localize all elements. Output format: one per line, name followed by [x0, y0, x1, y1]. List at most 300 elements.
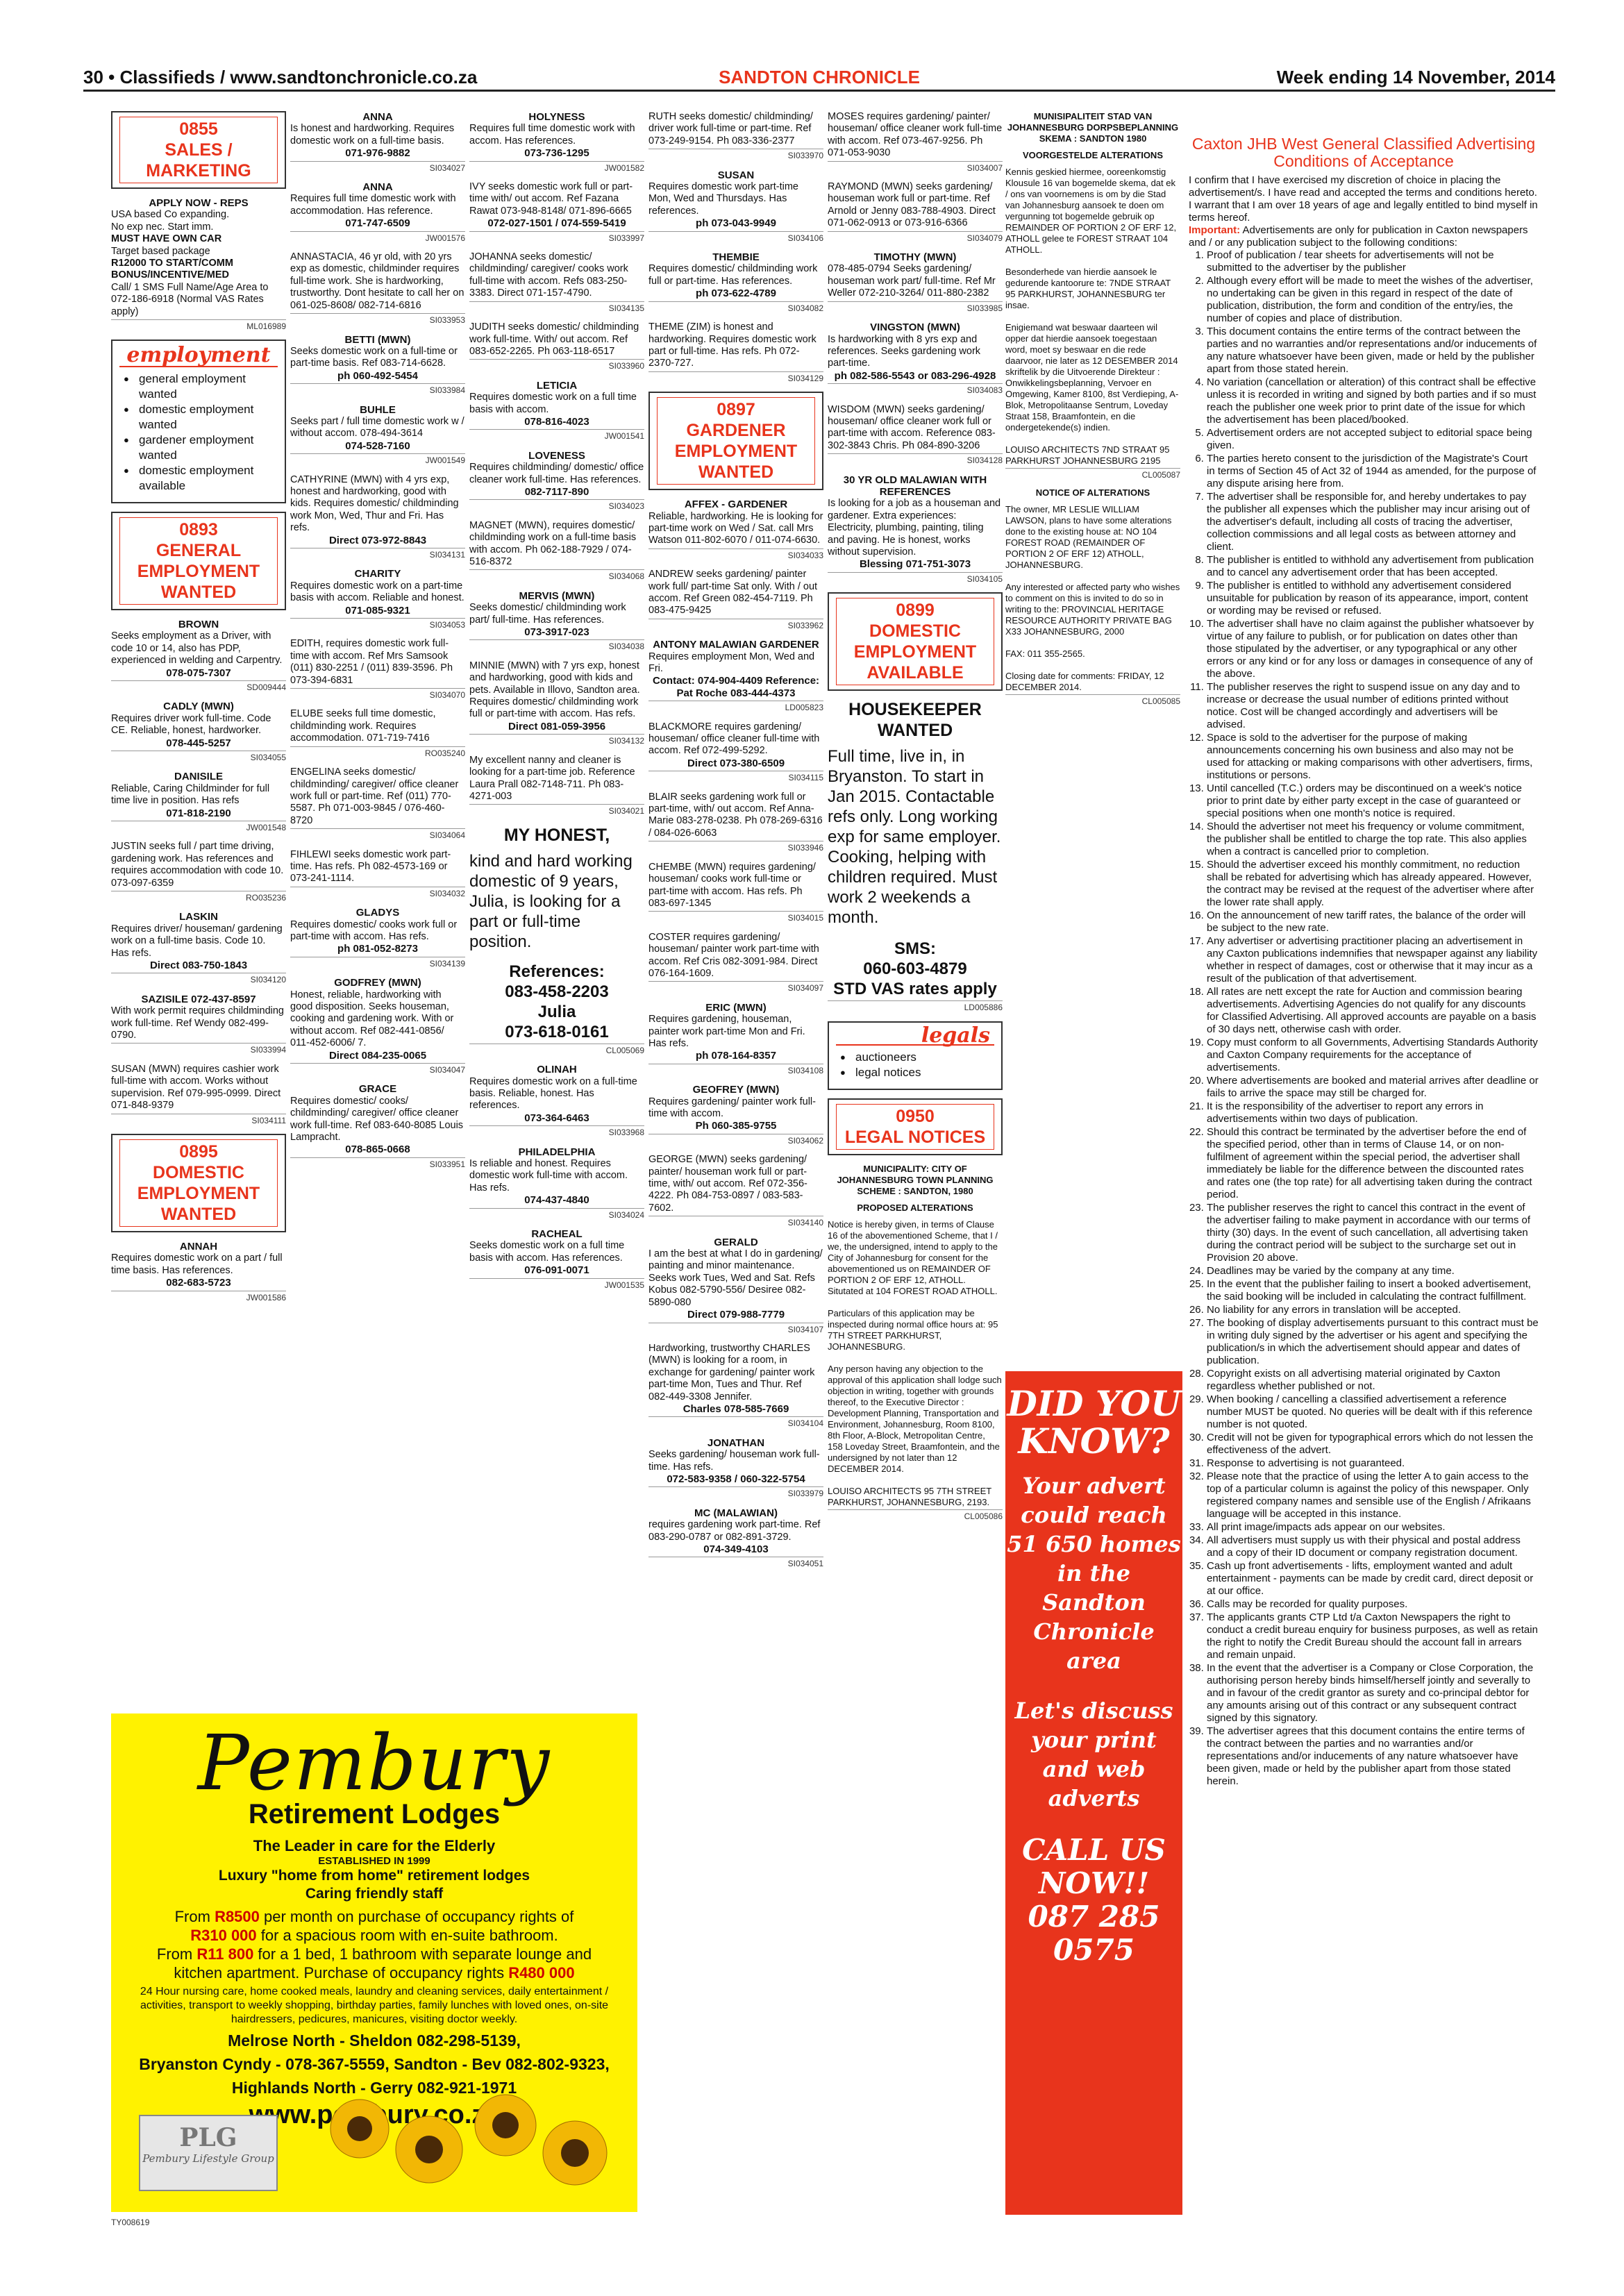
ad-text: EDITH, requires domestic work full-time with accom. Ref Mrs Samsook (011) 830-2251 / (011) 839-3596. Ph 073-394-6831	[290, 638, 453, 686]
ad-code: SI034105	[828, 572, 1003, 585]
ad-code: SI034007	[828, 161, 1003, 174]
ad-title: SAZISILE 072-437-8597	[141, 993, 256, 1005]
ad-code: SI034139	[290, 957, 465, 970]
ad-text: Reliable, hardworking. He is looking for part-time work on Wed / Sat. call Mrs Watson 011-802-6070 / 011-074-6630.	[648, 510, 823, 546]
ad-phone: 071-747-6509	[345, 217, 410, 230]
classified-ad	[648, 639, 823, 714]
classified-ad	[290, 251, 465, 326]
ad-text: Requires domestic work on a part / full time basis. Has references.	[111, 1252, 283, 1276]
column-6	[1005, 111, 1180, 714]
condition-item: 3. This document contains the entire terms of the contract between the parties and no warranties and/or representations and/or inducements of any nature whatsoever have been given, made or held by the publisher apart from those stated herein.	[1207, 326, 1539, 376]
ad-code: SI033997	[469, 231, 644, 244]
column-2	[290, 111, 465, 1178]
classified-ad	[290, 334, 465, 397]
condition-item: 23. The publisher reserves the right to cancel this contract in the event of the advertiser failing to make payment in accordance with our terms of thirty (30) days. In the event of such cancellation, all advertising taken during the contract period will be subject to the surcharge set out in Provision 20 above.	[1207, 1202, 1539, 1264]
ad-code: SI033984	[290, 383, 465, 396]
ad-text: WISDOM (MWN) seeks gardening/ houseman/ office cleaner work full or part-time with accom. Reference 083-302-3843 Chris. Ph 084-890-3206	[828, 403, 996, 451]
condition-item: 38. In the event that the advertiser is a Company or Close Corporation, the authorising person hereby binds himself/herself jointly and severally to and in favour of the credit grantor as surety and co-principal debtor for any amounts arising out of this contract or any subsequent contract signed by this signatory.	[1207, 1662, 1539, 1725]
ad-code: SI034015	[648, 911, 823, 924]
issue-date: Week ending 14 November, 2014	[1276, 67, 1555, 87]
condition-item: 22. Should this contract be terminated by the advertiser before the end of the specified period, other than in terms of Clause 14, or on non-fulfilment of agreement within the special period, the advertiser shall immediately be liable for the difference between the discounted rates and rates one (the top rate) for all advertising taken during the contract period.	[1207, 1126, 1539, 1201]
column-1	[111, 111, 286, 1311]
ad-title: SUSAN	[717, 169, 755, 181]
ad-text: Hardworking, trustworthy CHARLES (MWN) is looking for a room, in exchange for gardening/ painter work part-time Mon, Tues and Thur. Ref 082-449-3308 Jennifer.	[648, 1342, 815, 1402]
classified-ad	[648, 1237, 823, 1336]
ad-phone: 082-683-5723	[166, 1277, 231, 1289]
page-number-site: 30 • Classifieds / www.sandtonchronicle.co.za	[83, 67, 478, 87]
classified-ad	[828, 111, 1003, 174]
ad-code: SI034027	[290, 161, 465, 174]
ad-text: Seeks gardening/ houseman work full-time. Has refs.	[648, 1449, 820, 1473]
ad-code: SI034032	[290, 887, 465, 900]
ad-title: VINGSTON (MWN)	[870, 321, 960, 334]
pembury-logo: Pembury	[197, 1718, 551, 1807]
ad-text: I am the best at what I do in gardening/ painting and minor maintenance. Seeks work Tues, Wed and Sat. Refs Kobus 082-5790-556/ Desiree 082-5890-080	[648, 1248, 823, 1308]
ad-text: Requires domestic/ cooks work full or part-time with accom. Has refs.	[290, 919, 458, 942]
classified-ad	[290, 568, 465, 631]
classified-ad	[290, 977, 465, 1076]
ad-phone: 074-437-4840	[524, 1194, 589, 1207]
ad-my-honest: MY HONEST, kind and hard working domestic of 9 years, Julia, is looking for a part or full-time position. References: 083-458-2203 Julia 073-618-0161 CL005069	[469, 825, 644, 1057]
legal-notice-english: MUNICIPALITY: CITY OF JOHANNESBURG TOWN PLANNING SCHEME : SANDTON, 1980 PROPOSED ALTERATIONS Notice is hereby given, in terms of Clause 16 of the abovementioned Scheme, that I / we, the undersigned, intend to apply to the City of Johannesburg for consent for the abovementioned us on REMAINDER OF PORTION 2 OF ERF 12, ATHOLL. Situtated at 104 FOREST ROAD ATHOLL. Particulars of this application may be inspected during normal office hours at: 95 7TH STREET PARKHURST, JOHANNESBURG. Any person having any objection to the approval of this application shall lodge such objection in writing, together with grounds thereof, to the Executive Director : Development Planning, Transportation and Environment, Johannesburg, Room 8100, 8th Floor, A-Block, Metropolitan Centre, 158 Loveday Street, Braamfontein, and the undersigned by not later than 12 DECEMBER 2014. LOUISO ARCHITECTS 95 7TH STREET PARKHURST, JOHANNESBURG, 2193. CL005086	[828, 1164, 1003, 1522]
ad-title: HOLYNESS	[528, 111, 585, 123]
condition-item: 20. Where advertisements are booked and material arrives after deadline or fails to arrive the space may still be charged for.	[1207, 1075, 1539, 1100]
ad-text: Seeks domestic work on a full time basis with accom. Has references.	[469, 1240, 625, 1264]
ad-phone: 073-3917-023	[524, 626, 589, 639]
condition-item: 31. Response to advertising is not guaranteed.	[1207, 1457, 1539, 1470]
ad-title: RACHEAL	[531, 1228, 583, 1240]
classified-ad	[290, 708, 465, 760]
ad-text: Requires domestic/ childminding work full or part-time. Has references.	[648, 263, 818, 287]
ad-code: JW001549	[290, 453, 465, 467]
ad-phone: Direct 079-988-7779	[687, 1309, 785, 1321]
ad-code: SI034083	[828, 383, 1003, 396]
condition-item: 8. The publisher is entitled to withhold any advertisement from publication and to cancel any advertisement order that has been accepted.	[1207, 554, 1539, 579]
classified-ad	[290, 181, 465, 244]
sunflower-image	[318, 2080, 617, 2198]
ad-text: Requires full time domestic work with accom. Has references.	[469, 123, 635, 146]
category-domestic-wanted: 0895 DOMESTIC EMPLOYMENT WANTED	[111, 1134, 286, 1232]
condition-item: 25. In the event that the publisher failing to insert a booked advertisement, the said booking will be included in calculating the contract fulfillment.	[1207, 1278, 1539, 1303]
ad-title: ERIC (MWN)	[705, 1001, 767, 1014]
ad-phone: ph 073-043-9949	[696, 217, 776, 230]
ad-code: SI034082	[648, 301, 823, 315]
ad-code: SI034023	[469, 499, 644, 512]
ad-code: SI033994	[111, 1043, 286, 1056]
ad-title: ANTONY MALAWIAN GARDENER	[653, 639, 819, 651]
ad-text: BLAIR seeks gardening work full or part-time, with/ out accom. Ref Anna-Marie 083-278-0238. Ph 078-269-6316 / 084-026-6063	[648, 791, 823, 839]
ad-title: OLINAH	[537, 1064, 577, 1076]
ad-phone: Blessing 071-751-3073	[859, 558, 971, 571]
ad-phone: ph 081-052-8273	[337, 943, 418, 955]
ad-code: SI034068	[469, 569, 644, 583]
classified-ad	[828, 321, 1003, 396]
ad-text: JOHANNA seeks domestic/ childminding/ caregiver/ cooks work full-time with accom. Refs 083-250-3383. Direct 071-157-4790.	[469, 251, 628, 299]
condition-item: 30. Credit will not be given for typographical errors which do not lessen the effectiveness of the advert.	[1207, 1432, 1539, 1457]
ad-code: SI034131	[290, 548, 465, 561]
ad-phone: Charles 078-585-7669	[683, 1402, 789, 1415]
ads-list	[828, 111, 1003, 585]
condition-item: 26. No liability for any errors in translation will be accepted.	[1207, 1304, 1539, 1316]
classified-ad	[111, 701, 286, 764]
column-3	[469, 111, 644, 1298]
ad-code: SI034062	[648, 1134, 823, 1147]
condition-item: 18. All rates are nett except the rate for Auction and commission bearing advertisements. Advertising Agencies do not qualify for any discounts for Classified Advertising. All approved accounts are payable on a basis of 30 days nett, otherwise cash with order.	[1207, 986, 1539, 1036]
ad-text: Is honest and hardworking. Requires domestic work on a full-time basis.	[290, 123, 455, 146]
ads-list	[469, 111, 644, 818]
classified-ad	[111, 911, 286, 986]
ad-text: MOSES requires gardening/ painter/ houseman/ office cleaner work full-time with accom. Ref 073-467-9256. Ph 071-053-9030	[828, 111, 1003, 159]
category-legal-notices: 0950 LEGAL NOTICES	[828, 1098, 1003, 1155]
ad-code: JW001582	[469, 161, 644, 174]
classified-ad	[648, 169, 823, 244]
classified-ad	[648, 791, 823, 855]
column-5	[828, 111, 1003, 1529]
conditions-of-acceptance: Caxton JHB West General Classified Advertising Conditions of Acceptance I confirm that I have exercised my discretion of choice in placing the advertisement/s. I have read and accepted the terms and conditions hereto. I warrant that I am over 18 years of age and legally entitled to bind myself in terms hereof. Important: Advertisements are only for publication in Caxton newspapers and / or any publication subject to the following conditions: 1. Proof of publication / tear sheets for advertisements will not be submitted to the advertiser by the publisher 2. Although every effort will be made to meet the wishes of the advertiser, no undertaking can be given in this regard in respect of the date of publication, distribution, the form and condition of the entry/ies, the number of copies and place of distribution. 3. This document contains the entire terms of the contract between the parties and no warranties and/or representations and/or inducements of any nature whatsoever have been given, made or held by the publisher apart from those stated herein. 4. No variation (cancellation or alteration) of this contract shall be effective unless it is recorded in writing and signed by both parties and if so must reach the publisher one week prior to print date of the issue for which the advertisement has been placed/booked. 5. Advertisement orders are not accepted subject to editorial space being given. 6. The parties hereto consent to the jurisdiction of the Magistrate's Court in terms of Section 45 of Act 32 of 1944 as amended, for the purpose of any dispute arising here from. 7. The advertiser shall be responsible for, and hereby undertakes to pay the publisher all expenses which the publisher may incur arising out of the advertiser's default, including all costs of tracing the advertiser, collection commissions and all legal costs as between attorney and client. 8. The publisher is entitled to withhold any advertisement from publication and to cancel any advertisement order that has been accepted. 9. The publisher is entitled to withhold any advertisement considered unsuitable for publication by reason of its appearance, import, content or wording may be revised or refused. 10. The advertiser shall have no claim against the publisher whatsoever by virtue of any failure to publish, or for publication on dates other than those stipulated by the advertiser, or any typographical or any other errors or any kind or for any loss or damages in consequence of any of the above. 11. The publisher reserves the right to suspend issue on any day and to increase or decrease the usual number of editions printed without notice. Cost will be changed accordingly and advertisers will be advised. 12. Space is sold to the advertiser for the purpose of making announcements concerning his own business and also may not be used for attacking or making comparisons with other advertisers, firms, institutions or persons. 13. Until cancelled (T.C.) orders may be discontinued on a week's notice prior to print date by either party except in the case of guaranteed or special positions when one month's notice is required. 14. Should the advertiser not meet his frequency or volume commitment, the publisher shall be entitled to charge the top rate. This also applies when a contract is cancelled prior to completion. 15. Should the advertiser exceed his monthly commitment, no reduction shall be rebated for advertising which has already appeared. However, the contract may be revised at the request of the advertiser where after the lower rate shall apply. 16. On the announcement of new tariff rates, the balance of the order will be subject to the new rate. 17. Any advertiser or advertising practitioner placing an advertisement in any Caxton publications indemnifies that newspaper against any liability whether in respect of damages, cost or otherwise that it may incur as a result of the publication of that advertisement. 18. All rates are nett except the rate for Auction and commission bearing advertisements. Advertising Agencies do not qualify for any discounts for Classified Advertising. All approved accounts are payable on a basis of 30 days nett, otherwise cash with order. 19. Copy must conform to all Governments, Advertising Standards Authority and Caxton Company requirements for the acceptance of advertisements. 20. Where advertisements are booked and material arrives after deadline or fails to arrive the space may still be charged for. 21. It is the responsibility of the advertiser to report any errors in advertisements within two days of publication. 22. Should this contract be terminated by the advertiser before the end of the specified period, other than in terms of Clause 14, or on non-fulfilment of agreement within the special period, the advertiser shall immediately be liable for the difference between the discounted rates and rates one (the top rate) for all advertising taken during the contract period. 23. The publisher reserves the right to cancel this contract in the event of the advertiser failing to make payment in accordance with our terms of thirty (30) days. In the event of such cancellation, all advertising taken during the contract period will be subject to the surcharge set out in Provision 20 above. 24. Deadlines may be varied by the company at any time. 25. In the event that the publisher failing to insert a booked advertisement, the said booking will be included in calculating the contract fulfillment. 26. No liability for any errors in translation will be accepted. 27. The booking of display advertisements pursuant to this contract must be in writing duly signed by the advertiser or his agent and specifying the publication/s in which the advertisement should appear and dates of publication. 28. Copyright exists on all advertising material originated by Caxton regardless whether published or not. 29. When booking / cancelling a classified advertisement a reference number MUST be quoted. No queries will be dealt with if this reference number is not quoted. 30. Credit will not be given for typographical errors which do not lessen the effectiveness of the advert. 31. Response to advertising is not guaranteed. 32. Please note that the practice of using the letter A to gain access to the top of a particular column is against the policy of this newspaper. Only registered company names and sensible use of the English / Afrikaans language will be accepted in this instance. 33. All print image/impacts ads appear on our websites. 34. All advertisers must supply us with their physical and postal address and a copy of their ID document or company registration document. 35. Cash up front advertisements - lifts, employment wanted and adult entertainment - payments can be made by credit card, direct deposit or at our office. 36. Calls may be recorded for quality purposes. 37. The applicants grants CTP Ltd t/a Caxton Newspapers the right to conduct a credit bureau enquiry for business purposes, as well as retain the right to notify the Credit Bureau should the account fall in arrears and remain unpaid. 38. In the event that the advertiser is a Company or Close Corporation, the authorising person hereby binds himself/herself jointly and severally to and in favour of the credit grantor as surety and co-principal debtor for any amounts arising out of this contract or any subsequent contract signed by this signatory. 39. The advertiser agrees that this document contains the entire terms of the contract between the parties and no warranties and/or representations and/or inducements of any nature whatsoever have been given, made or held by the publisher apart from those stated herein.	[1189, 135, 1539, 1788]
list-item[interactable]: ● auctioneers	[837, 1050, 993, 1065]
condition-item: 35. Cash up front advertisements - lifts, employment wanted and adult entertainment - payments can be made by credit card, direct deposit or at our office.	[1207, 1560, 1539, 1598]
ad-code: SI033951	[290, 1157, 465, 1171]
ad-code: SI033985	[828, 301, 1003, 315]
classified-ad	[469, 1064, 644, 1139]
ad-text: THEME (ZIM) is honest and hardworking. Requires domestic work part or full-time. Has refs. Ph 072-2370-727.	[648, 321, 817, 369]
ad-code: SI034135	[469, 301, 644, 315]
classified-ad	[648, 111, 823, 162]
classified-ad	[290, 766, 465, 841]
ad-code: SI034064	[290, 828, 465, 841]
classified-ad	[648, 1154, 823, 1229]
condition-item: 37. The applicants grants CTP Ltd t/a Caxton Newspapers the right to conduct a credit bureau enquiry for business purposes, as well as retain the right to notify the Credit Bureau should the account fall in arrears and remain unpaid.	[1207, 1611, 1539, 1661]
ad-text: RAYMOND (MWN) seeks gardening/ houseman work full or part-time. Ref Arnold or Jenny 083-788-4903. Direct 071-062-0913 or 073-916-6366	[828, 181, 996, 229]
ad-text: Requires gardening, houseman, painter work part-time Mon and Fri. Has refs.	[648, 1014, 805, 1049]
classified-ad	[290, 404, 465, 467]
page-header	[83, 67, 1555, 92]
classified-ad	[290, 638, 465, 701]
ad-phone: 073-364-6463	[524, 1112, 589, 1124]
condition-item: 32. Please note that the practice of using the letter A to gain access to the top of a particular column is against the policy of this newspaper. Only registered company names and sensible use of the English / Afrikaans language will be accepted in this instance.	[1207, 1470, 1539, 1520]
classified-ad	[828, 181, 1003, 244]
plg-logo: PLG Pembury Lifestyle Group	[139, 2115, 278, 2191]
ad-code: SI034111	[111, 1114, 286, 1127]
classified-ad	[648, 1437, 823, 1500]
ad-title: 30 YR OLD MALAWIAN WITH REFERENCES	[843, 474, 987, 498]
ads-list	[469, 1064, 644, 1291]
classified-ad	[648, 932, 823, 995]
ad-phone: Ph 060-385-9755	[695, 1120, 777, 1132]
condition-item: 17. Any advertiser or advertising practitioner placing an advertisement in any Caxton publications indemnifies that newspaper against any liability whether in respect of damages, cost or otherwise that it may incur as a result of the publication of that advertisement.	[1207, 935, 1539, 985]
ad-text: Honest, reliable, hardworking with good disposition. Seeks houseman, cooking and gardening work. With or without accom. Ref 082-441-0856/ 011-452-6006/ 7.	[290, 989, 454, 1049]
ad-code: JW001548	[111, 821, 286, 834]
ad-code: SI034038	[469, 639, 644, 653]
ad-phone: 072-583-9358 / 060-322-5754	[667, 1473, 805, 1485]
ad-phone: Contact: 074-904-4409 Reference: Pat Roche 083-444-4373	[652, 675, 820, 699]
category-sales	[111, 111, 286, 189]
employment-heading: employment	[119, 345, 278, 367]
classified-ad	[648, 569, 823, 632]
ad-phone: 071-085-9321	[345, 604, 410, 617]
ad-code: SI034140	[648, 1216, 823, 1229]
classified-ad	[648, 498, 823, 562]
condition-item: 27. The booking of display advertisements pursuant to this contract must be in writing duly signed by the advertiser or his agent and specifying the publication/s in which the advertisement should appear and dates of publication.	[1207, 1317, 1539, 1367]
condition-item: 10. The advertiser shall have no claim against the publisher whatsoever by virtue of any failure to publish, or for publication on dates other than those stipulated by the advertiser, or any typographical or any other errors or any kind or for any loss or damages in consequence of any of the above.	[1207, 618, 1539, 680]
condition-item: 33. All print image/impacts ads appear on our websites.	[1207, 1521, 1539, 1534]
ad-code: SI034079	[828, 231, 1003, 244]
list-item[interactable]: ● general employment wanted	[121, 371, 276, 402]
ad-phone: 072-027-1501 / 074-559-5419	[487, 217, 626, 230]
ad-text: COSTER requires gardening/ houseman/ painter work part-time with accom. Ref Cris 082-3091-984. Direct 076-164-1609.	[648, 931, 819, 979]
ad-code: SI034047	[290, 1063, 465, 1076]
ad-text: requires gardening work part-time. Ref 083-290-0787 or 082-891-3729.	[648, 1519, 821, 1543]
ad-apply-now-reps: APPLY NOW - REPS USA based Co expanding. No exp nec. Start imm. MUST HAVE OWN CAR Target based package R12000 TO START/COMM BONUS/INCENTIVE/MED Call/ 1 SMS Full Name/Age Area to 072-186-6918 (Normal VAS Rates apply) ML016989	[111, 197, 286, 333]
ad-text: ENGELINA seeks domestic/ childminding/ caregiver/ office cleaner work full or part-time. Ref (011) 770-5587. Ph 071-003-9845 / 076-460-8720	[290, 766, 459, 826]
ad-title: THEMBIE	[712, 251, 760, 264]
ad-title: GLADYS	[355, 907, 400, 919]
classified-ad	[828, 474, 1003, 586]
condition-item: 36. Calls may be recorded for quality purposes.	[1207, 1598, 1539, 1611]
ad-code: JW001541	[469, 429, 644, 442]
ad-title: LETICIA	[536, 379, 578, 392]
employment-list	[119, 367, 278, 498]
ad-text: CATHYRINE (MWN) with 4 yrs exp, honest and hardworking, good with kids. Requires domestic/ childminding work Mon, Wed, Thur and Fri. Has refs.	[290, 474, 459, 534]
classified-ad	[111, 1241, 286, 1304]
ad-phone: Direct 083-750-1843	[149, 960, 248, 972]
ad-text: SUSAN (MWN) requires cashier work full-time with accom. Works without supervision. Ref 079-995-0999. Direct 071-848-9379	[111, 1063, 281, 1112]
classified-ad	[469, 660, 644, 748]
ad-text: MAGNET (MWN), requires domestic/ childminding work on a full-time basis with accom. Ph 062-188-7929 / 074-516-8372	[469, 519, 637, 567]
classified-ad	[469, 1228, 644, 1291]
list-item[interactable]: ● domestic employment available	[121, 463, 276, 494]
ad-code: SI034024	[469, 1208, 644, 1221]
ad-text: Is reliable and honest. Requires domestic work full-time with accom. Has refs.	[469, 1157, 628, 1193]
ad-code: SI034021	[469, 804, 644, 817]
ad-title: BUHLE	[360, 403, 396, 416]
ad-title: LOVENESS	[528, 449, 585, 462]
condition-item: 39. The advertiser agrees that this document contains the entire terms of the contract between the parties and no warranties and/or representations and/or inducements of any nature whatsoever have been given, made or held by the publisher apart from those stated herein.	[1207, 1725, 1539, 1788]
ad-title: MERVIS (MWN)	[519, 589, 595, 602]
ad-text: Seeks employment as a Driver, with code 10 or 14, also has PDP, experienced in welding and Carpentry.	[111, 630, 283, 667]
condition-item: 9. The publisher is entitled to withhold any advertisement considered unsuitable for publication by reason of its appearance, import, content or wording may be revised or refused.	[1207, 580, 1539, 617]
category-heading: 0855 SALES / MARKETING	[119, 117, 278, 183]
ad-text: Requires domestic work part-time Mon, Wed and Thursdays. Has references.	[648, 181, 798, 217]
ad-text: MINNIE (MWN) with 7 yrs exp, honest and hardworking, good with kids and pets. Available in Illovo, Sandton area. Requires domestic/ childminding work full or part-time with accom. Has refs.	[469, 660, 640, 720]
ad-text: Is looking for a job as a houseman and gardener. Extra experiences: Electricity, plumbing, painting, tiling and paving. He is honest, works without supervision.	[828, 498, 1001, 558]
classified-ad	[648, 1002, 823, 1077]
ad-text: ELUBE seeks full time domestic, childminding work. Requires accommodation. 071-719-7416	[290, 708, 436, 744]
ad-code: SI034097	[648, 981, 823, 994]
ad-code: LD005823	[648, 701, 823, 714]
ad-code: RO035236	[111, 891, 286, 904]
ad-title: ANNA	[362, 111, 393, 123]
list-item[interactable]: ● legal notices	[837, 1065, 993, 1080]
classified-ad	[648, 862, 823, 925]
ad-code: SI034070	[290, 688, 465, 701]
condition-item: 34. All advertisers must supply us with their physical and postal address and a copy of their ID document or company registration document.	[1207, 1534, 1539, 1559]
ad-title: GODFREY (MWN)	[334, 977, 421, 989]
ads-list	[290, 111, 465, 1171]
condition-item: 28. Copyright exists on all advertising material originated by Caxton regardless whether published or not.	[1207, 1368, 1539, 1393]
column-4	[648, 111, 823, 1577]
ad-title: GEOFREY (MWN)	[692, 1084, 780, 1096]
classified-ad	[469, 380, 644, 443]
ad-title: DANISILE	[174, 771, 223, 783]
ad-code: SI034033	[648, 548, 823, 562]
ad-code: SI033946	[648, 841, 823, 854]
ad-title: GERALD	[714, 1236, 758, 1248]
ad-title: CHARITY	[354, 568, 401, 580]
condition-item: 2. Although every effort will be made to meet the wishes of the advertiser, no undertaking can be given in this regard in respect of the date of publication, distribution, the form and condition of the entry/ies, the number of copies and place of distribution.	[1207, 275, 1539, 325]
ad-phone: ph 073-622-4789	[696, 287, 776, 300]
condition-item: 13. Until cancelled (T.C.) orders may be discontinued on a week's notice prior to print date by either party except in the case of guaranteed or special positions when one month's notice is required.	[1207, 782, 1539, 820]
ad-text: Is hardworking with 8 yrs exp and references. Seeks gardening work part-time.	[828, 333, 981, 369]
ad-title: PHILADELPHIA	[518, 1146, 596, 1158]
condition-item: 6. The parties hereto consent to the jurisdiction of the Magistrate's Court in terms of Section 45 of Act 32 of 1944 as amended, for the purpose of any dispute arising here from.	[1207, 453, 1539, 490]
classified-ad	[290, 849, 465, 900]
ad-title: BROWN	[178, 618, 219, 630]
ad-phone: 071-818-2190	[166, 807, 231, 819]
ads-list	[648, 498, 823, 1570]
ad-title: BETTI (MWN)	[344, 333, 411, 346]
condition-item: 11. The publisher reserves the right to suspend issue on any day and to increase or decrease the usual number of editions printed without notice. Cost will be changed accordingly and advertisers will be advised.	[1207, 681, 1539, 731]
ad-housekeeper: HOUSEKEEPER WANTED Full time, live in, in Bryanston. To start in Jan 2015. Contactable refs only. Long working exp for same employer. Cooking, helping with children required. Must work 2 weekends a month. SMS: 060-603-4879 STD VAS rates apply LD005886	[828, 699, 1003, 1014]
did-you-know-ad: DID YOU KNOW? Your advert could reach 51 650 homes in the Sandton Chronicle area Let's discuss your print and web adverts CALL US NOW!! 087 285 0575	[1005, 1371, 1182, 2215]
ad-title: ANNA	[362, 181, 393, 194]
conditions-title: Caxton JHB West General Classified Advertising Conditions of Acceptance	[1191, 135, 1536, 170]
classified-ad	[469, 321, 644, 373]
legals-index	[828, 1021, 1003, 1090]
ad-text: 078-485-0794 Seeks gardening/ houseman work part/ full-time. Ref Mr Weller 072-210-3264/ 011-880-2382	[828, 263, 996, 299]
classified-ad	[111, 841, 286, 904]
employment-index	[111, 340, 286, 503]
ad-code: JW001576	[290, 231, 465, 244]
ad-text: IVY seeks domestic work full or part-time with/ out accom. Ref Fazana Rawat 073-948-8148/ 071-896-6665	[469, 181, 633, 217]
pembury-ad: Pembury Retirement Lodges The Leader in care for the Elderly ESTABLISHED IN 1999 Luxury "home from home" retirement lodges Caring friendly staff From R8500 per month on purchase of occupancy rights of R310 000 for a spacious room with en-suite bathroom. From R11 800 for a 1 bed, 1 bathroom with separate lounge and kitchen apartment. Purchase of occupancy rights R480 000 24 Hour nursing care, home cooked meals, laundry and cleaning services, daily entertainment / activities, transport to weekly shopping, birthday parties, family lunches with loved ones, on-site hairdressers, pedicures, manicures, visiting doctor weekly. Melrose North - Sheldon 082-298-5139, Bryanston Cyndy - 078-367-5559, Sandton - Bev 082-802-9323, Highlands North - Gerry 082-921-1971 PLG Pembury Lifestyle Group TY008619	[111, 1713, 637, 2212]
ad-code: SI034107	[648, 1323, 823, 1336]
condition-item: 24. Deadlines may be varied by the company at any time.	[1207, 1265, 1539, 1277]
classified-ad	[828, 251, 1003, 315]
ad-code: SI033979	[648, 1486, 823, 1500]
ad-code: SI034055	[111, 751, 286, 764]
ad-title: LASKIN	[179, 911, 218, 923]
ad-code: SI033960	[469, 359, 644, 372]
ad-title: CADLY (MWN)	[163, 701, 234, 713]
condition-item: 19. Copy must conform to all Governments, Advertising Standards Authority and Caxton Company requirements for the acceptance of advertisements.	[1207, 1037, 1539, 1074]
ad-text: Seeks domestic/ childminding work part/ full-time. Has references.	[469, 602, 626, 626]
ad-title: JONATHAN	[707, 1436, 765, 1449]
ad-phone: 082-7117-890	[524, 485, 589, 498]
ad-phone: Direct 084-235-0065	[328, 1049, 427, 1062]
condition-item: 21. It is the responsibility of the advertiser to report any errors in advertisements within two days of publication.	[1207, 1100, 1539, 1125]
classified-ad	[469, 111, 644, 174]
ad-code: SI034120	[111, 973, 286, 986]
ad-code: JW001586	[111, 1291, 286, 1304]
ad-phone: 073-736-1295	[524, 147, 589, 160]
classified-ad	[111, 619, 286, 694]
ad-code: SI034132	[469, 734, 644, 747]
condition-item: 15. Should the advertiser exceed his monthly commitment, no reduction shall be rebated for advertising which has already appeared. However, the contract may be revised at the request of the advertiser where after the lower rate shall apply.	[1207, 859, 1539, 909]
classified-ad	[469, 590, 644, 653]
ad-code: SI034129	[648, 371, 823, 385]
ad-text: Requires domestic work on a full time basis with accom.	[469, 392, 637, 415]
classified-ad	[111, 994, 286, 1057]
classified-ad	[290, 111, 465, 174]
classified-ad	[469, 251, 644, 315]
ad-phone: 078-445-5257	[166, 737, 231, 749]
publication-name: SANDTON CHRONICLE	[719, 67, 920, 87]
ad-title: GRACE	[358, 1083, 397, 1096]
ad-text: With work permit requires childminding work full-time. Ref Wendy 082-499-0790.	[111, 1005, 284, 1041]
ad-code: SD009444	[111, 680, 286, 694]
ad-phone: Direct 073-380-6509	[687, 757, 785, 769]
ad-text: BLACKMORE requires gardening/ houseman/ office cleaner full-time with accom. Ref 072-499-5292.	[648, 721, 820, 757]
ad-text: ANDREW seeks gardening/ painter work full/ part-time Sat only. With / out accom. Ref Green 082-454-7119. Ph 083-475-9425	[648, 569, 818, 617]
ad-text: FIHLEWI seeks domestic work part-time. Has refs. Ph 082-4573-169 or 073-241-1114.	[290, 848, 451, 885]
ad-text: GEORGE (MWN) seeks gardening/ painter/ houseman work full or part-time, with/ out accom. Ref 072-356-4222. Ph 084-753-0897 / 083-583-7602.	[648, 1154, 807, 1214]
condition-item: 16. On the announcement of new tariff rates, the balance of the order will be subject to the new rate.	[1207, 910, 1539, 935]
conditions-list	[1189, 249, 1539, 1788]
category-domestic-available: 0899 DOMESTIC EMPLOYMENT AVAILABLE	[828, 592, 1003, 691]
ads-list	[111, 1241, 286, 1304]
classified-ad	[648, 721, 823, 785]
classified-ad	[648, 1084, 823, 1147]
ad-code: RO035240	[290, 746, 465, 760]
ad-text: JUDITH seeks domestic/ childminding work full-time. With/ out accom. Ref 083-652-2265. Ph 063-118-6517	[469, 321, 639, 357]
ad-text: Reliable, Caring Childminder for full time live in position. Has refs	[111, 782, 270, 807]
condition-item: 1. Proof of publication / tear sheets for advertisements will not be submitted to the advertiser by the publisher	[1207, 249, 1539, 274]
category-general-employment: 0893 GENERAL EMPLOYMENT WANTED	[111, 512, 286, 610]
ad-code: SI033968	[469, 1125, 644, 1139]
classified-ad	[290, 907, 465, 970]
classified-ad	[469, 755, 644, 818]
list-item[interactable]: ● gardener employment wanted	[121, 433, 276, 463]
ad-title: AFFEX - GARDENER	[684, 498, 788, 511]
ad-code: SI034051	[648, 1557, 823, 1570]
ad-phone: 074-528-7160	[345, 439, 410, 452]
ad-phone: Direct 081-059-3956	[508, 720, 606, 732]
classified-ad	[111, 771, 286, 834]
ad-text: Requires domestic/ cooks/ childminding/ caregiver/ office cleaner work full-time. Ref 083-640-8085 Louis Lampracht.	[290, 1095, 464, 1143]
ad-phone: 076-091-0071	[524, 1264, 589, 1277]
ad-phone: 074-349-4103	[703, 1543, 769, 1555]
ad-code: SI034106	[648, 231, 823, 244]
ad-phone: Direct 073-972-8843	[328, 534, 427, 546]
classified-ad	[290, 1083, 465, 1171]
ad-code: SI034053	[290, 618, 465, 631]
ad-text: Requires driver work full-time. Code CE. Reliable, honest, hardworker.	[111, 712, 271, 737]
ads-list	[648, 111, 823, 385]
condition-item: 12. Space is sold to the advertiser for the purpose of making announcements concerning his own business and also may not be used for attacking or making comparisons with other advertisers, firms, institutions or persons.	[1207, 732, 1539, 782]
list-item[interactable]: ● domestic employment wanted	[121, 402, 276, 433]
ad-text: Requires driver/ houseman/ gardening work on a full-time basis. Code 10. Has refs.	[111, 923, 283, 959]
ad-text: ANNASTACIA, 46 yr old, with 20 yrs exp as domestic, childminder requires full-time work. She is hardworking, trustworthy. Dont hesitate to call her on 061-025-8608/ 082-714-6816	[290, 251, 464, 311]
ad-phone: ph 082-586-5543 or 083-296-4928	[834, 369, 996, 382]
category-gardener: 0897 GARDENER EMPLOYMENT WANTED	[648, 392, 823, 490]
classified-ad	[648, 1343, 823, 1430]
ad-text: Requires domestic work on a full-time basis. Reliable, honest. Has references.	[469, 1075, 637, 1112]
ad-code: SI033962	[648, 619, 823, 632]
ad-text: Requires employment Mon, Wed and Fri.	[648, 651, 815, 674]
ad-text: Requires gardening/ painter work full-time with accom.	[648, 1096, 816, 1119]
ad-title: ANNAH	[179, 1240, 218, 1252]
condition-item: 7. The advertiser shall be responsible for, and hereby undertakes to pay the publisher all expenses which the publisher may incur arising out of the advertiser's default, including all costs of tracing the advertiser, collection commissions and all legal costs as between attorney and client.	[1207, 491, 1539, 553]
ad-text: Requires domestic work on a part-time basis with accom. Reliable and honest.	[290, 580, 464, 604]
ad-text: Requires childminding/ domestic/ office cleaner work full-time. Has references.	[469, 462, 644, 485]
classified-ad	[648, 1507, 823, 1570]
classified-ad	[290, 474, 465, 562]
legal-notice-afrikaans: MUNISIPALITEIT STAD VAN JOHANNESBURG DORPSBEPLANNING SKEMA : SANDTON 1980 VOORGESTELDE ALTERATIONS Kennis geskied hiermee, ooreenkomstig Klousule 16 van bogemelde skema, dat ek / ons van voornemens is om by die Stad van Johannesburg aansoek te doen om vergunning tot bogemelde gebruik op REMAINDER OF PORTION 2 OF ERF 12, ATHOLL gelee te FOREST STRAAT 104 ATHOLL. Besonderhede van hierdie aansoek le gedurende kantoorure te: 7NDE STRAAT 95 PARKHURST, JOHANNESBURG ter insae. Enigiemand wat beswaar daarteen wil opper dat hierdie aansoek toegestaan word, moet sy beswaar en die rede daarvoor, nie later as 12 DESEMBER 2014 skriftelik by die Uitvoerende Direkteur : Onwikkelingsbeplanning, Vervoer en Omgewing, Kamer 8100, 8st Verdieping, A-Blok, Metropolitaanse Sentrum, Loveday Straat 158, Braamfontein, en die ondergetekende(s) indien. LOUISO ARCHITECTS 7ND STRAAT 95 PARKHURST JOHANNESBURG 2195 CL005087	[1005, 111, 1180, 480]
ads-list	[111, 619, 286, 1127]
ad-code: SI033953	[290, 313, 465, 326]
ad-title: MC (MALAWIAN)	[694, 1507, 778, 1519]
